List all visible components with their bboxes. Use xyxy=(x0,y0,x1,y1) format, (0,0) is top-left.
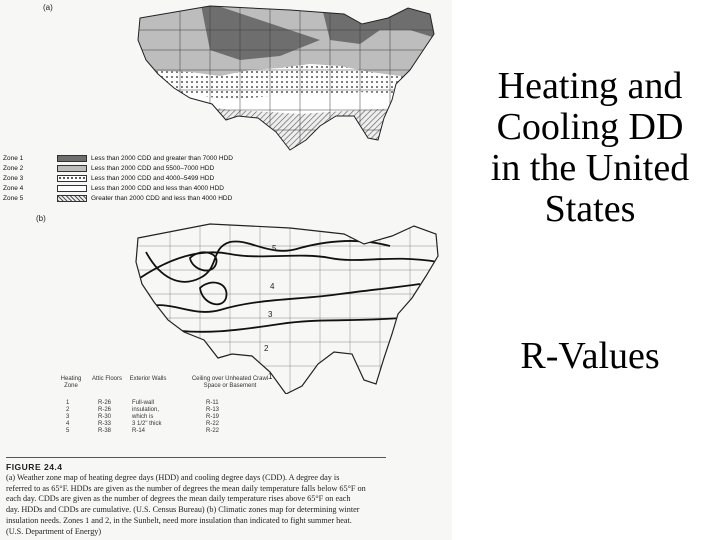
table-cell: 1 xyxy=(66,400,70,406)
table-cell: R-22 xyxy=(206,421,220,427)
table-cell: R-38 xyxy=(98,428,112,434)
weather-zone-map xyxy=(130,0,442,152)
panel-a-label: (a) xyxy=(43,3,53,12)
title-line: States xyxy=(544,188,636,230)
legend-zone-label: Zone 1 xyxy=(3,155,24,162)
figure-caption xyxy=(6,462,451,538)
table-cell: Full-wall xyxy=(132,400,155,406)
table-cell: insulation, xyxy=(132,407,160,413)
caption-line: (a) Weather zone map of heating degree days (HDD) and cooling degree days (CDD). A degree day is xyxy=(6,472,340,482)
title-line: in the United xyxy=(490,147,690,189)
table-cell: R-22 xyxy=(206,428,220,434)
caption-line: each day. CDDs are given as the number of degrees the mean daily temperature rises above 65°F on each xyxy=(6,494,351,504)
legend-row xyxy=(3,154,303,164)
legend-zone-label: Zone 3 xyxy=(3,175,24,182)
table-cell: R-26 xyxy=(98,407,112,413)
table-cell: 5 xyxy=(66,428,70,434)
dark-gray-swatch xyxy=(57,155,87,162)
caption-line: day. HDDs and CDDs are cumulative. (U.S. Census Bureau) (b) Climatic zones map for determining winter xyxy=(6,505,360,515)
table-cell: which is xyxy=(132,414,154,420)
attic-column xyxy=(98,400,111,435)
legend-desc: Less than 2000 CDD and 5500–7000 HDD xyxy=(91,165,215,172)
table-cell: 3 xyxy=(66,414,70,420)
ceiling-column xyxy=(206,400,219,435)
table-cell: 2 xyxy=(66,407,70,413)
zone-map-label: 3 xyxy=(268,310,273,319)
caption-title: FIGURE 24.4 xyxy=(6,462,63,472)
table-header: Heating Zone xyxy=(60,376,82,389)
table-header: Attic Floors xyxy=(92,376,123,382)
legend-row xyxy=(3,184,303,194)
table-cell: 4 xyxy=(66,421,70,427)
table-cell: R-30 xyxy=(98,414,112,420)
walls-column xyxy=(132,400,161,435)
table-cell: R-14 xyxy=(132,428,146,434)
zone-map-label: 1 xyxy=(268,372,273,381)
table-cell: R-13 xyxy=(206,407,220,413)
table-header: Exterior Walls xyxy=(129,376,167,382)
zone-legend xyxy=(3,154,303,204)
zone-map-label: 2 xyxy=(264,344,269,353)
zone-map-label: 4 xyxy=(270,282,275,291)
legend-zone-label: Zone 4 xyxy=(3,185,24,192)
caption-line: insulation needs. Zones 1 and 2, in the Sunbelt, need more insulation than indicated to fight summer heat. xyxy=(6,515,352,525)
legend-row xyxy=(3,164,303,174)
zone-column xyxy=(66,400,69,435)
legend-desc: Less than 2000 CDD and greater than 7000 HDD xyxy=(91,155,234,162)
hatch-swatch xyxy=(57,195,87,202)
title-line: Cooling DD xyxy=(496,106,684,148)
table-header: Ceiling over Unheated Crawl Space or Basement xyxy=(191,376,269,389)
slide-subtitle: R-Values xyxy=(520,335,660,377)
caption-rule xyxy=(6,457,386,458)
legend-zone-label: Zone 5 xyxy=(3,195,24,202)
legend-desc: Less than 2000 CDD and 4000–5499 HDD xyxy=(91,175,215,182)
legend-desc: Less than 2000 CDD and less than 4000 HDD xyxy=(91,185,224,192)
caption-line: referred to as 65°F. HDDs are given as the number of degrees the mean daily temperature falls below 65°F on xyxy=(6,483,366,493)
slide-title xyxy=(460,66,720,230)
legend-zone-label: Zone 2 xyxy=(3,165,24,172)
dots-swatch xyxy=(57,175,87,182)
table-cell: R-33 xyxy=(98,421,112,427)
climatic-zones-map xyxy=(130,218,442,394)
white-swatch xyxy=(57,185,87,192)
caption-line: (U.S. Department of Energy) xyxy=(6,526,102,536)
title-line: Heating and xyxy=(497,65,683,107)
table-cell: 3 1/2" thick xyxy=(132,421,162,427)
legend-row xyxy=(3,194,303,204)
table-cell: R-19 xyxy=(206,414,220,420)
legend-desc: Greater than 2000 CDD and less than 4000 HDD xyxy=(91,195,233,202)
legend-row xyxy=(3,174,303,184)
zone-map-label: 5 xyxy=(272,244,277,253)
light-gray-swatch xyxy=(57,165,87,172)
table-cell: R-11 xyxy=(206,400,219,406)
table-cell: R-26 xyxy=(98,400,112,406)
panel-b-label: (b) xyxy=(36,214,46,223)
